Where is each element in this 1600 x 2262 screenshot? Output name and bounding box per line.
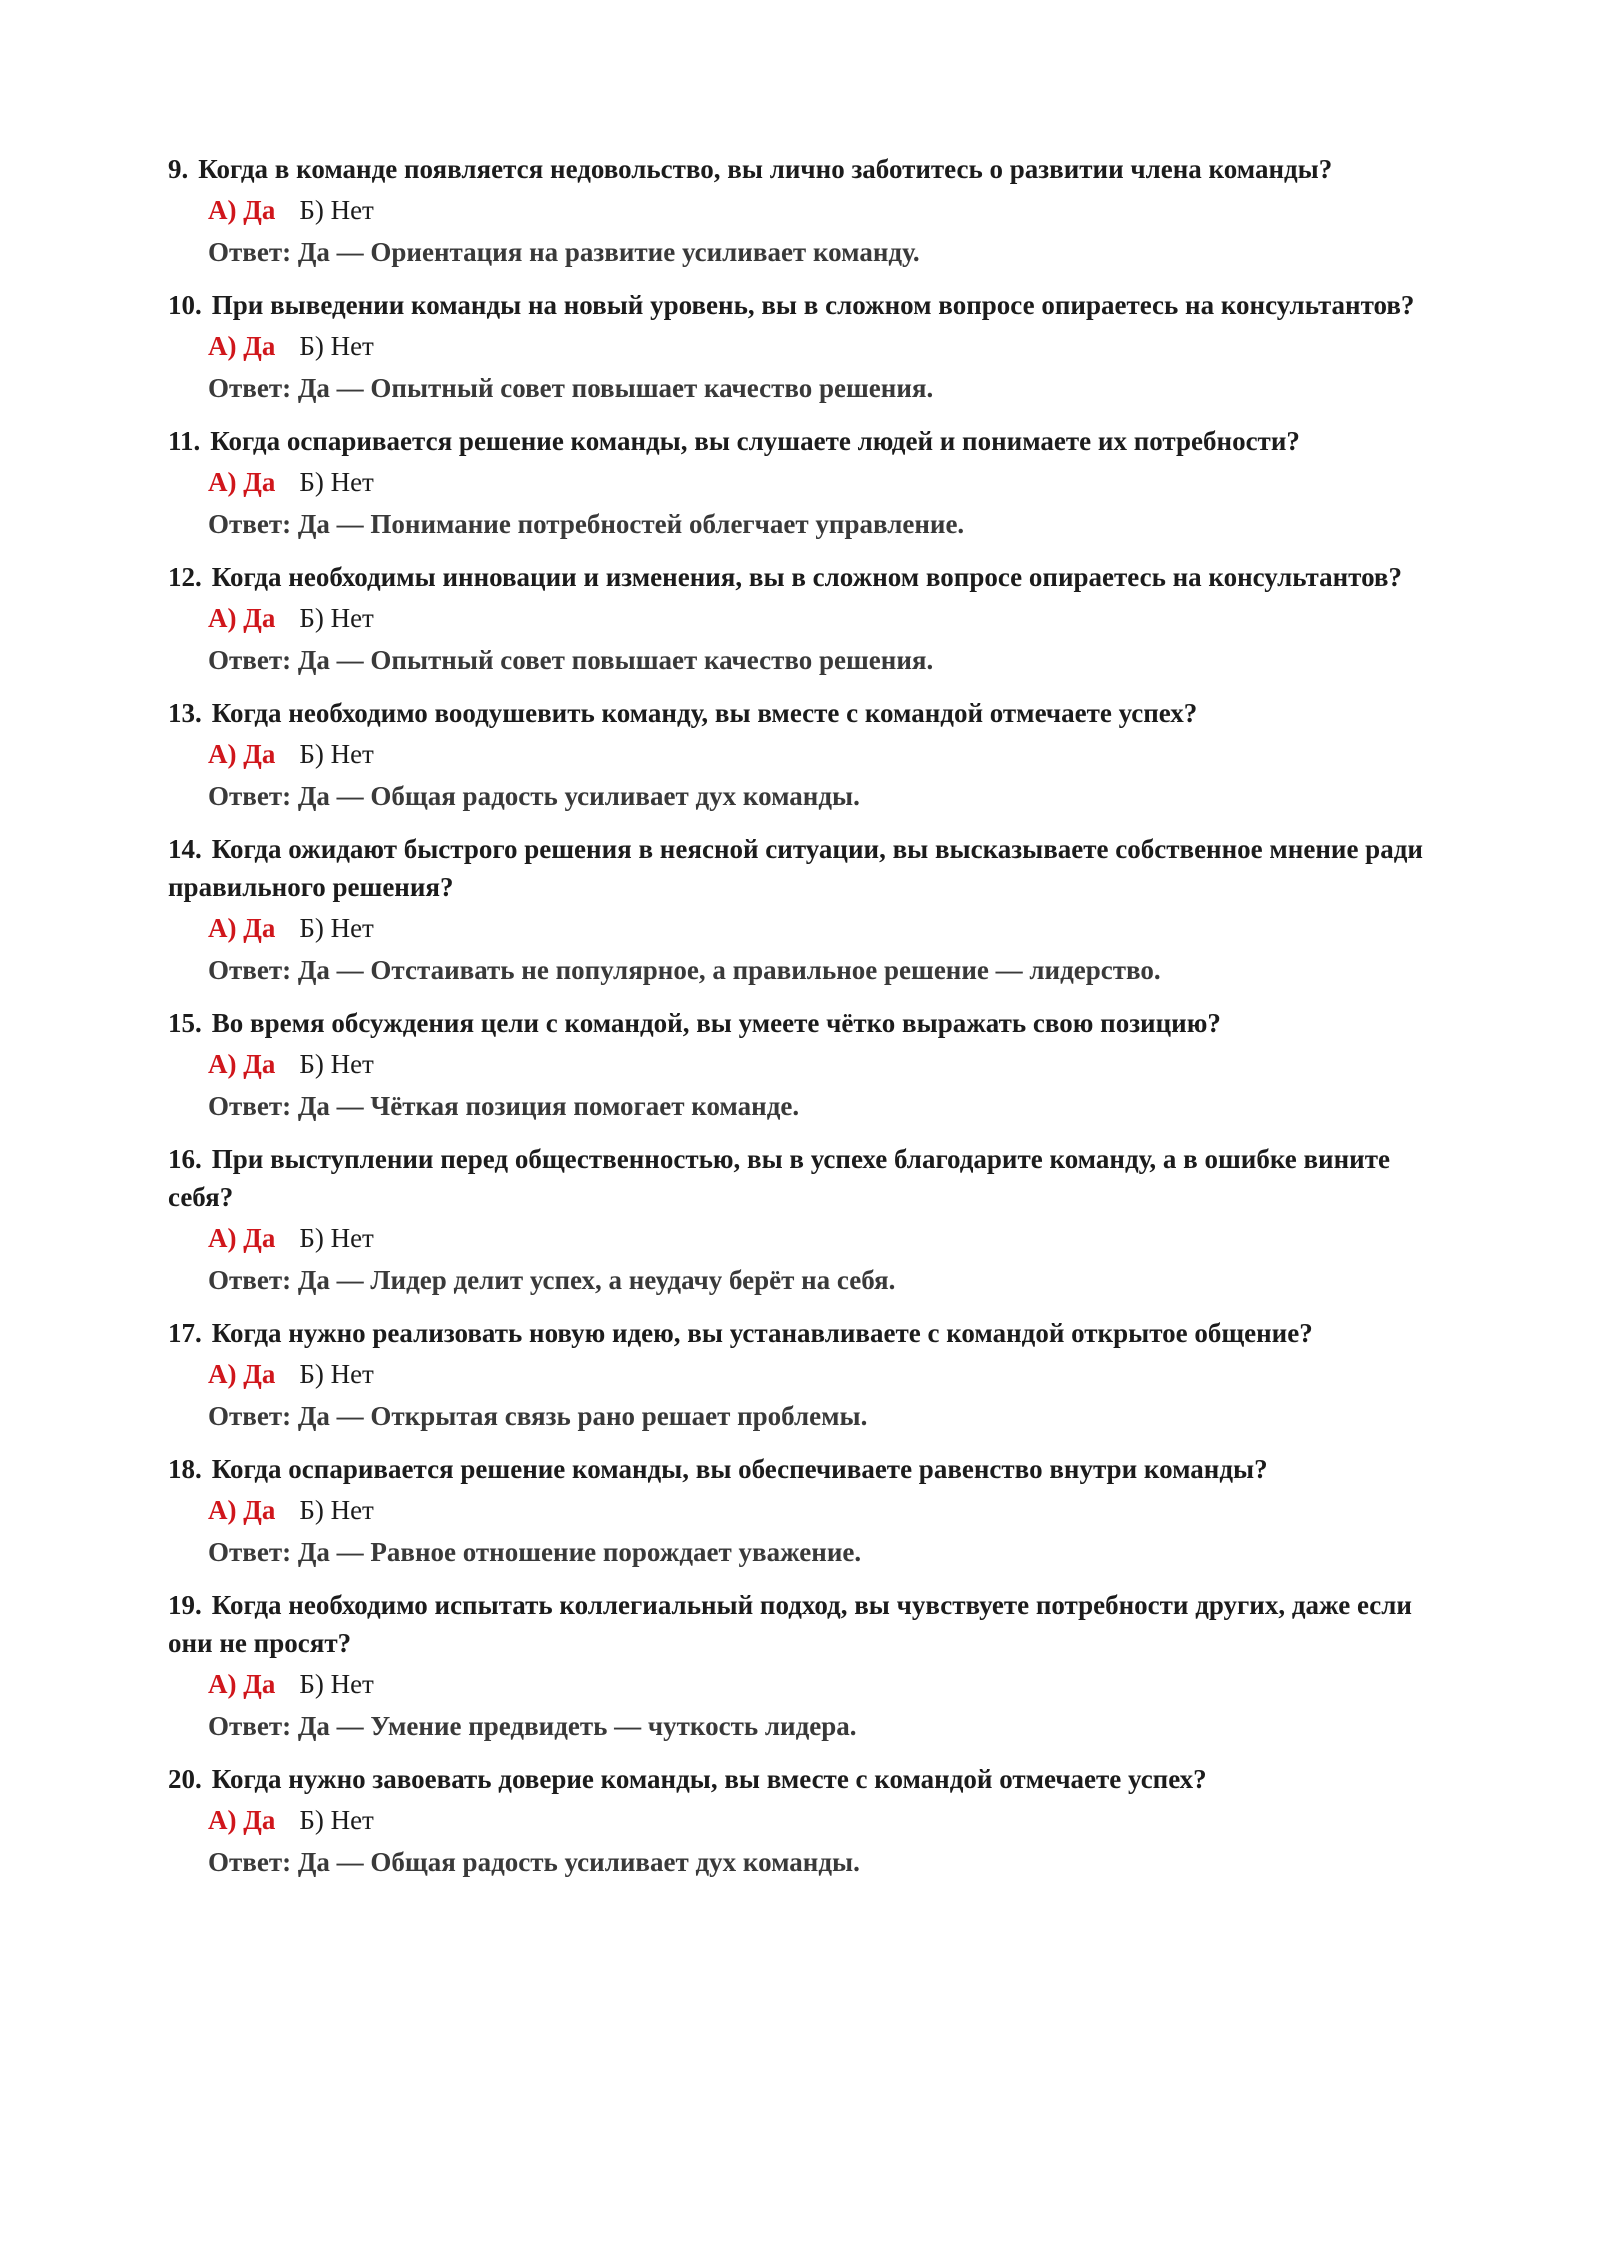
option-a: А) Да: [208, 467, 276, 497]
option-a: А) Да: [208, 603, 276, 633]
option-b: Б) Нет: [299, 603, 374, 633]
option-b: Б) Нет: [299, 1495, 374, 1525]
option-b: Б) Нет: [299, 1805, 374, 1835]
option-a: А) Да: [208, 1049, 276, 1079]
option-a: А) Да: [208, 913, 276, 943]
question-text: [168, 1004, 1440, 1042]
answer-explanation: Ответ: Да — Опытный совет повышает качество решения.: [208, 645, 934, 675]
answer-options: [208, 908, 1440, 948]
question-number: 16.: [168, 1144, 202, 1174]
question-body: Когда нужно реализовать новую идею, вы устанавливаете с командой открытое общение?: [211, 1318, 1313, 1348]
question-text: [168, 286, 1440, 324]
question-number: 15.: [168, 1008, 202, 1038]
question-number: 10.: [168, 290, 202, 320]
question-item-9: [168, 150, 1440, 272]
answer-options: [208, 190, 1440, 230]
question-number: 13.: [168, 698, 202, 728]
question-body: Когда оспаривается решение команды, вы обеспечиваете равенство внутри команды?: [211, 1454, 1268, 1484]
question-body: Когда ожидают быстрого решения в неясной ситуации, вы высказываете собственное мнение ради правильного решения?: [168, 834, 1423, 902]
answer-explanation: Ответ: Да — Общая радость усиливает дух команды.: [208, 1847, 860, 1877]
question-body: При выведении команды на новый уровень, вы в сложном вопросе опираетесь на консультантов?: [211, 290, 1415, 320]
question-number: 17.: [168, 1318, 202, 1348]
option-a: А) Да: [208, 331, 276, 361]
question-text: [168, 1450, 1440, 1488]
option-a: А) Да: [208, 1495, 276, 1525]
answer-options: [208, 734, 1440, 774]
question-text: [168, 558, 1440, 596]
question-body: Когда необходимо воодушевить команду, вы вместе с командой отмечаете успех?: [211, 698, 1198, 728]
option-a: А) Да: [208, 1669, 276, 1699]
question-item-14: [168, 830, 1440, 990]
option-b: Б) Нет: [299, 1359, 374, 1389]
answer-options: [208, 1218, 1440, 1258]
question-text: [168, 1140, 1440, 1216]
question-item-16: [168, 1140, 1440, 1300]
question-number: 9.: [168, 154, 189, 184]
question-number: 14.: [168, 834, 202, 864]
question-text: [168, 830, 1440, 906]
answer-explanation: Ответ: Да — Равное отношение порождает уважение.: [208, 1537, 862, 1567]
answer-options: [208, 1354, 1440, 1394]
option-a: А) Да: [208, 1223, 276, 1253]
option-b: Б) Нет: [299, 1669, 374, 1699]
option-b: Б) Нет: [299, 1223, 374, 1253]
answer-options: [208, 1800, 1440, 1840]
question-item-17: [168, 1314, 1440, 1436]
answer-explanation: Ответ: Да — Опытный совет повышает качество решения.: [208, 373, 934, 403]
question-item-13: [168, 694, 1440, 816]
answer-options: [208, 1490, 1440, 1530]
answer-options: [208, 1044, 1440, 1084]
option-a: А) Да: [208, 1805, 276, 1835]
question-item-15: [168, 1004, 1440, 1126]
option-a: А) Да: [208, 195, 276, 225]
option-a: А) Да: [208, 739, 276, 769]
question-number: 19.: [168, 1590, 202, 1620]
question-body: Когда оспаривается решение команды, вы слушаете людей и понимаете их потребности?: [210, 426, 1300, 456]
question-item-20: [168, 1760, 1440, 1882]
question-text: [168, 694, 1440, 732]
question-body: При выступлении перед общественностью, вы в успехе благодарите команду, а в ошибке вините себя?: [168, 1144, 1390, 1212]
answer-explanation: Ответ: Да — Общая радость усиливает дух команды.: [208, 781, 860, 811]
question-text: [168, 1314, 1440, 1352]
question-item-12: [168, 558, 1440, 680]
answer-options: [208, 462, 1440, 502]
option-b: Б) Нет: [299, 1049, 374, 1079]
option-b: Б) Нет: [299, 913, 374, 943]
question-text: [168, 1586, 1440, 1662]
question-number: 20.: [168, 1764, 202, 1794]
option-b: Б) Нет: [299, 739, 374, 769]
answer-explanation: Ответ: Да — Открытая связь рано решает проблемы.: [208, 1401, 868, 1431]
question-text: [168, 150, 1440, 188]
question-body: Когда нужно завоевать доверие команды, вы вместе с командой отмечаете успех?: [211, 1764, 1207, 1794]
question-number: 18.: [168, 1454, 202, 1484]
question-number: 12.: [168, 562, 202, 592]
question-item-11: [168, 422, 1440, 544]
answer-options: [208, 598, 1440, 638]
question-list: [168, 150, 1440, 1896]
question-body: Когда в команде появляется недовольство, вы лично заботитесь о развитии члена команды?: [198, 154, 1333, 184]
answer-explanation: Ответ: Да — Чёткая позиция помогает команде.: [208, 1091, 800, 1121]
question-body: Когда необходимо испытать коллегиальный подход, вы чувствуете потребности других, даже если они не просят?: [168, 1590, 1412, 1658]
option-b: Б) Нет: [299, 331, 374, 361]
option-a: А) Да: [208, 1359, 276, 1389]
answer-options: [208, 326, 1440, 366]
option-b: Б) Нет: [299, 467, 374, 497]
question-body: Когда необходимы инновации и изменения, вы в сложном вопросе опираетесь на консультантов?: [211, 562, 1402, 592]
answer-explanation: Ответ: Да — Отстаивать не популярное, а правильное решение — лидерство.: [208, 955, 1161, 985]
question-item-18: [168, 1450, 1440, 1572]
answer-explanation: Ответ: Да — Лидер делит успех, а неудачу берёт на себя.: [208, 1265, 896, 1295]
answer-explanation: Ответ: Да — Умение предвидеть — чуткость лидера.: [208, 1711, 857, 1741]
answer-explanation: Ответ: Да — Понимание потребностей облегчает управление.: [208, 509, 965, 539]
question-item-19: [168, 1586, 1440, 1746]
answer-options: [208, 1664, 1440, 1704]
question-item-10: [168, 286, 1440, 408]
question-body: Во время обсуждения цели с командой, вы умеете чётко выражать свою позицию?: [211, 1008, 1221, 1038]
question-text: [168, 422, 1440, 460]
answer-explanation: Ответ: Да — Ориентация на развитие усиливает команду.: [208, 237, 920, 267]
question-text: [168, 1760, 1440, 1798]
option-b: Б) Нет: [299, 195, 374, 225]
question-number: 11.: [168, 426, 201, 456]
